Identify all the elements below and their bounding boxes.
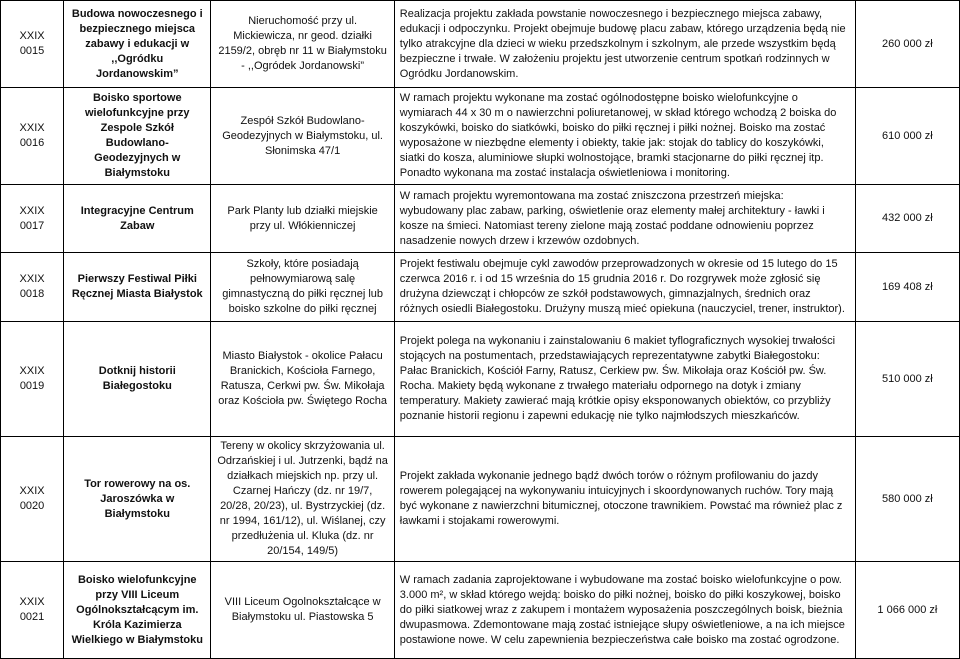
project-location: Park Planty lub działki miejskie przy ul. Włókienniczej xyxy=(211,185,394,253)
project-name: Dotknij historii Białegostoku xyxy=(64,322,211,437)
project-amount: 260 000 zł xyxy=(855,1,959,88)
project-id: XXIX 0015 xyxy=(1,1,64,88)
project-id: XXIX 0016 xyxy=(1,88,64,185)
project-description: W ramach projektu wykonane ma zostać ogólnodostępne boisko wielofunkcyjne o wymiarach 44 x 30 m o nawierzchni poliuretanowej, w skład którego wchodzą 2 boiska do koszykówki, boisko do siatkówki, boisko do piłki ręcznej i piłki nożnej. Boisko ma zostać wyposażone w niezbędne elementy i obiekty, takie jak: stojak do tablicy do koszykówki, siatki do kosza, aluminiowe słupki wolnostojące, bramki stacjonarne do piłki ręcznej itp. Ponadto wykonana ma zostać instalacja oświetleniowa i monitoring. xyxy=(394,88,855,185)
project-id: XXIX 0017 xyxy=(1,185,64,253)
table-row xyxy=(1,562,960,659)
project-description: Realizacja projektu zakłada powstanie nowoczesnego i bezpiecznego miejsca zabawy, edukacji i odpoczynku. Projekt obejmuje budowę placu zabaw, którego urządzenia będą nie tylko atrakcyjne dla dzieci w wieku przedszkolnym i szkolnym, ale przede wszystkim będą bezpieczne i trwałe. W założeniu projektu jest utworzenie centrum spotkań rodzinnych w Ogródku Jordanowskim. xyxy=(394,1,855,88)
table-row xyxy=(1,253,960,322)
project-id: XXIX 0020 xyxy=(1,437,64,562)
project-name: Pierwszy Festiwal Piłki Ręcznej Miasta Białystok xyxy=(64,253,211,322)
project-location: Miasto Białystok - okolice Pałacu Branickich, Kościoła Farnego, Ratusza, Cerkwi pw. Św. Mikołaja oraz Kościoła pw. Świętego Rocha xyxy=(211,322,394,437)
table-row xyxy=(1,1,960,88)
project-amount: 510 000 zł xyxy=(855,322,959,437)
project-description: Projekt zakłada wykonanie jednego bądź dwóch torów o różnym profilowaniu do jazdy rowerem polegającej na wykonywaniu intuicyjnych i skoordynowanych ruchów. Tory mają być wykonane z nawierzchni bitumicznej, otoczone trawnikiem. Powstać ma również plac z ławkami i stojakami rowerowymi. xyxy=(394,437,855,562)
table-row xyxy=(1,437,960,562)
project-description: Projekt festiwalu obejmuje cykl zawodów przeprowadzonych w okresie od 15 lutego do 15 czerwca 2016 r. i od 15 września do 15 grudnia 2016 r. Do rozgrywek może zgłosić się drużyna dziewcząt i chłopców ze szkół podstawowych, gimnazjalnych, średnich oraz różnych osiedli Białegostoku. Drużyny muszą mieć opiekuna (nauczyciel, trener, instruktor). xyxy=(394,253,855,322)
project-name: Boisko sportowe wielofunkcyjne przy Zespole Szkół Budowlano-Geodezyjnych w Białymstoku xyxy=(64,88,211,185)
project-amount: 1 066 000 zł xyxy=(855,562,959,659)
table-row xyxy=(1,88,960,185)
project-amount: 432 000 zł xyxy=(855,185,959,253)
project-location: VIII Liceum Ogolnokształcące w Białymstoku ul. Piastowska 5 xyxy=(211,562,394,659)
project-id: XXIX 0021 xyxy=(1,562,64,659)
project-description: Projekt polega na wykonaniu i zainstalowaniu 6 makiet tyflograficznych wysokiej trwałości stojących na postumentach, przedstawiających reprezentatywne zabytki Białegostoku: Pałac Branickich, Kościół Farny, Ratusz, Cerkiew pw. Św. Mikołaja oraz Kościół pw. Św. Rocha. Makiety będą wykonane z trwałego materiału odpornego na dotyk i zmiany temperatury. Makiety zawierać mają krótkie opisy eksponowanych obiektów, co przybliży poznanie historii regionu i zapewni edukację nie tylko najmłodszych mieszkańców. xyxy=(394,322,855,437)
project-location: Tereny w okolicy skrzyżowania ul. Odrzańskiej i ul. Jutrzenki, bądź na działkach miejskich np. przy ul. Czarnej Hańczy (dz. nr 19/7, 20/28, 20/23), ul. Bystrzyckiej (dz. nr 1994, 161/12), ul. Wiślanej, czy przedłużenia ul. Kluka (dz. nr 20/154, 149/5) xyxy=(211,437,394,562)
project-location: Zespół Szkół Budowlano-Geodezyjnych w Białymstoku, ul. Słonimska 47/1 xyxy=(211,88,394,185)
project-id: XXIX 0018 xyxy=(1,253,64,322)
project-amount: 169 408 zł xyxy=(855,253,959,322)
project-name: Boisko wielofunkcyjne przy VIII Liceum Ogólnokształcącym im. Króla Kazimierza Wielkiego w Białymstoku xyxy=(64,562,211,659)
project-amount: 580 000 zł xyxy=(855,437,959,562)
project-name: Tor rowerowy na os. Jaroszówka w Białymstoku xyxy=(64,437,211,562)
project-id: XXIX 0019 xyxy=(1,322,64,437)
project-name: Budowa nowoczesnego i bezpiecznego miejsca zabawy i edukacji w ,,Ogródku Jordanowskim” xyxy=(64,1,211,88)
project-location: Szkoły, które posiadają pełnowymiarową salę gimnastyczną do piłki ręcznej lub boisko szkolne do piłki ręcznej xyxy=(211,253,394,322)
table-row xyxy=(1,185,960,253)
project-amount: 610 000 zł xyxy=(855,88,959,185)
project-description: W ramach zadania zaprojektowane i wybudowane ma zostać boisko wielofunkcyjne o pow. 3.000 m², w skład którego wejdą: boisko do piłki nożnej, boisko do piłki koszykowej, boisko do piłki siatkowej wraz z zakupem i montażem wyposażenia poszczególnych boisk, bieżnia dwupasmowa. Zdemontowane mają zostać istniejące słupy oświetleniowe, a na ich miejsce postawione nowe. W celu zapewnienia bezpieczeństwa całe boisko ma zostać ogrodzone. xyxy=(394,562,855,659)
project-location: Nieruchomość przy ul. Mickiewicza, nr geod. działki 2159/2, obręb nr 11 w Białymstoku - ,,Ogródek Jordanowski” xyxy=(211,1,394,88)
table-row xyxy=(1,322,960,437)
project-description: W ramach projektu wyremontowana ma zostać zniszczona przestrzeń miejska: wybudowany plac zabaw, parking, oświetlenie oraz elementy małej architektury - ławki i kosze na śmieci. Natomiast tereny zielone mają zostać poddane odnowieniu poprzez nasadzenie nowych drzew i krzewów ozdobnych. xyxy=(394,185,855,253)
project-name: Integracyjne Centrum Zabaw xyxy=(64,185,211,253)
